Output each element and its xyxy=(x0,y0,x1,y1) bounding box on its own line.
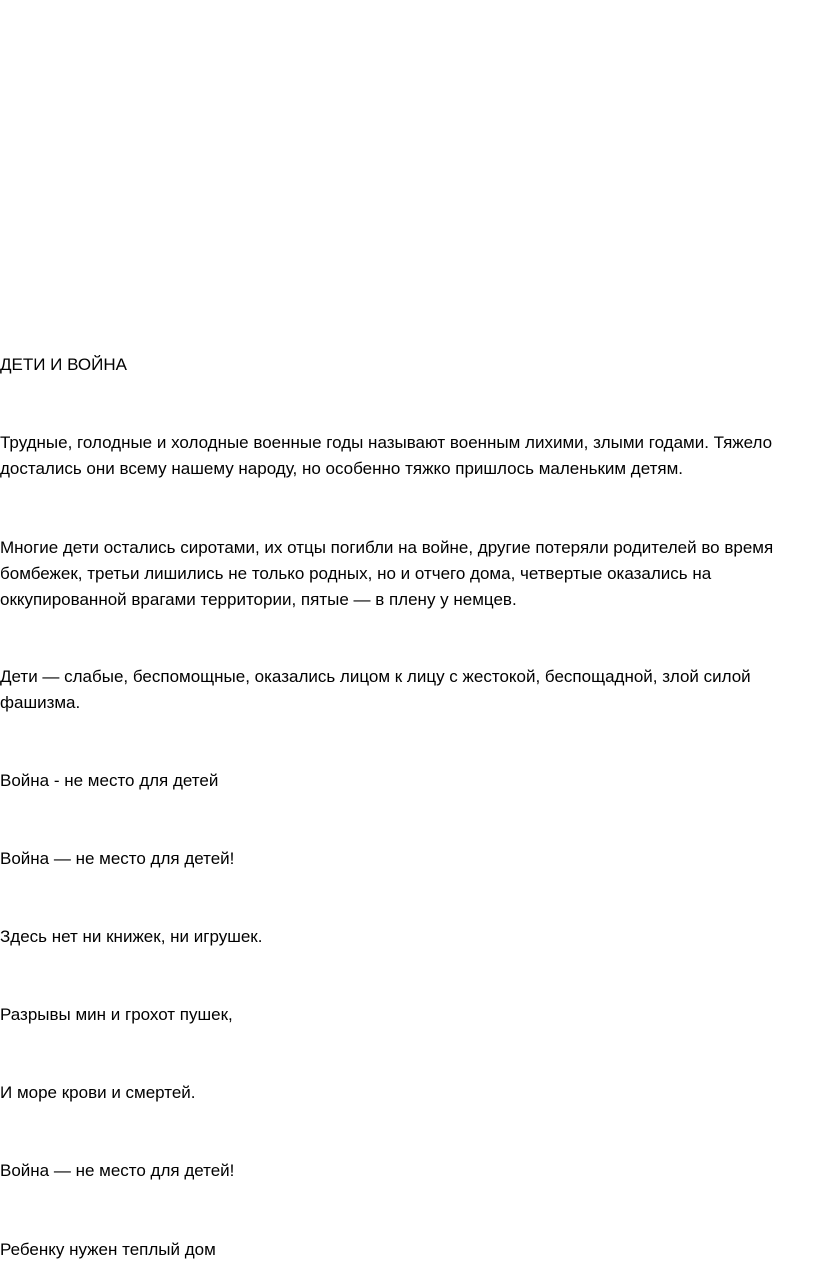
poem-line xyxy=(0,1002,816,1028)
poem-line-text: Война — не место для детей! xyxy=(0,849,235,868)
poem-line-text: Война — не место для детей! xyxy=(0,1161,235,1180)
title-text: ДЕТИ И ВОЙНА xyxy=(0,355,127,374)
poem-line-text: Ребенку нужен теплый дом xyxy=(0,1240,216,1259)
poem-line-text: И море крови и смертей. xyxy=(0,1083,196,1102)
poem-title-text: Война - не место для детей xyxy=(0,771,219,790)
paragraph-line: Дети — слабые, беспомощные, оказались лицом к лицу с жестокой, беспощадной, злой силой xyxy=(0,667,751,686)
poem-line xyxy=(0,1237,816,1263)
poem-line xyxy=(0,846,816,872)
poem-line xyxy=(0,1158,816,1184)
document-title xyxy=(0,352,816,378)
paragraph-line: Многие дети остались сиротами, их отцы погибли на войне, другие потеряли родителей во время xyxy=(0,538,774,557)
poem-line-text: Разрывы мин и грохот пушек, xyxy=(0,1005,233,1024)
paragraph-line: бомбежек, третьи лишились не только родных, но и отчего дома, четвертые оказались на xyxy=(0,564,712,583)
poem-line-text: Здесь нет ни книжек, ни игрушек. xyxy=(0,927,263,946)
poem-title xyxy=(0,768,816,794)
paragraph-fascism xyxy=(0,664,816,716)
paragraph-line: оккупированной врагами территории, пятые — в плену у немцев. xyxy=(0,590,517,609)
paragraph-intro xyxy=(0,430,816,482)
paragraph-orphans xyxy=(0,535,816,613)
poem-line xyxy=(0,1080,816,1106)
paragraph-line: достались они всему нашему народу, но особенно тяжко пришлось маленьким детям. xyxy=(0,459,684,478)
paragraph-line: фашизма. xyxy=(0,693,81,712)
poem-line xyxy=(0,924,816,950)
paragraph-line: Трудные, голодные и холодные военные годы называют военным лихими, злыми годами. Тяжело xyxy=(0,433,773,452)
